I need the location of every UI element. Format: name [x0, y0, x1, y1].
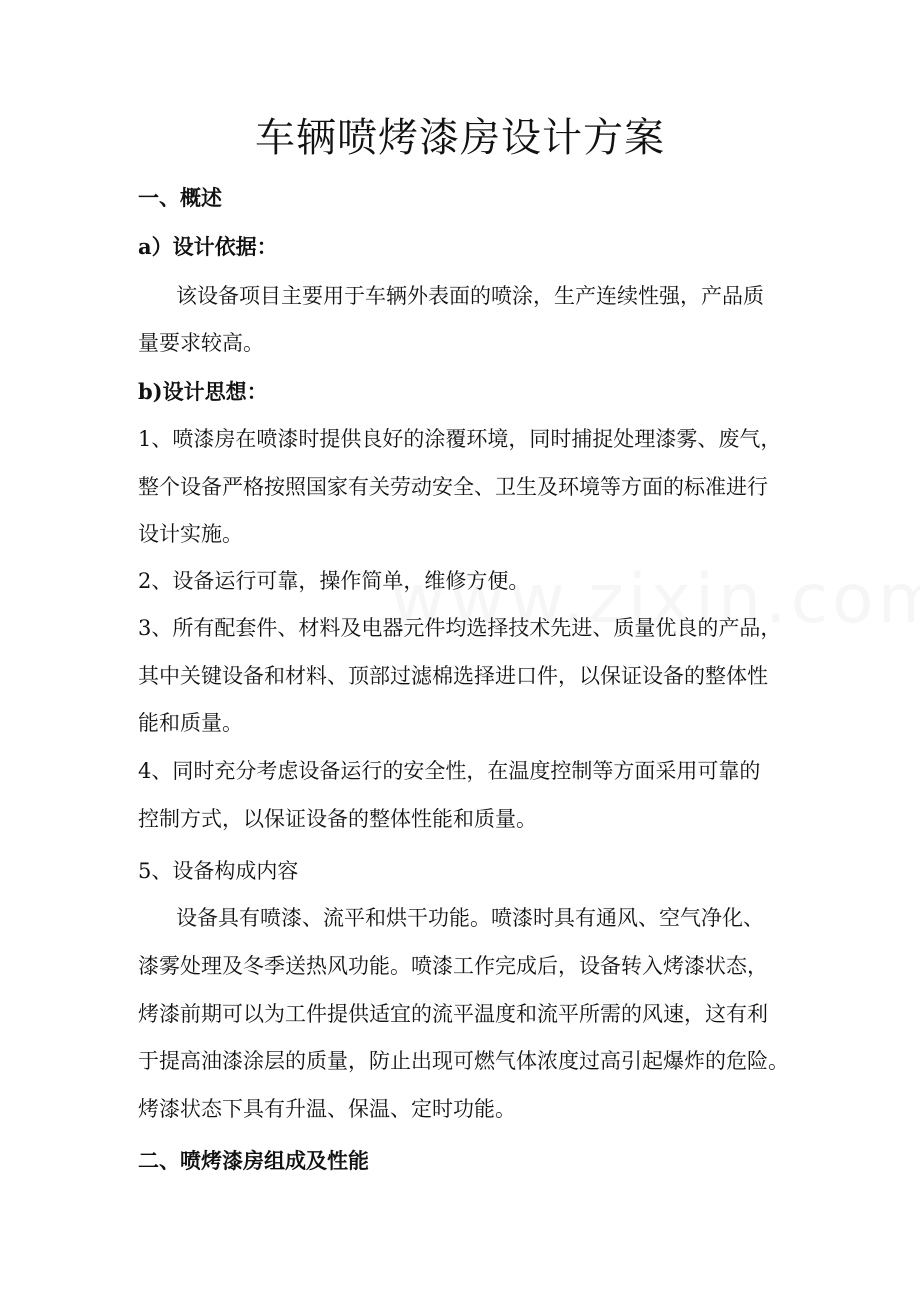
list-item-line: 5、设备构成内容 [138, 859, 299, 883]
list-item-line: 设计实施。 [138, 522, 243, 546]
paragraph-line: 烤漆前期可以为工件提供适宜的流平温度和流平所需的风速，这有利 [138, 1002, 768, 1026]
section-heading-composition: 二、喷烤漆房组成及性能 [138, 1148, 369, 1173]
subheading-design-basis: a）设计依据： [138, 234, 278, 259]
paragraph-line: 设备具有喷漆、流平和烘干功能。喷漆时具有通风、空气净化、 [176, 906, 764, 930]
paragraph-line: 烤漆状态下具有升温、保温、定时功能。 [138, 1097, 516, 1121]
list-item-line: 3、所有配套件、材料及电器元件均选择技术先进、质量优良的产品， [138, 616, 782, 640]
subheading-design-idea: b)设计思想： [138, 379, 268, 404]
list-item-line: 控制方式，以保证设备的整体性能和质量。 [138, 807, 537, 831]
paragraph-line: 量要求较高。 [138, 331, 264, 355]
list-item-line: 其中关键设备和材料、顶部过滤棉选择进口件，以保证设备的整体性 [138, 664, 768, 688]
list-item-line: 4、同时充分考虑设备运行的安全性，在温度控制等方面采用可靠的 [138, 759, 761, 783]
list-item-line: 整个设备严格按照国家有关劳动安全、卫生及环境等方面的标准进行 [138, 475, 768, 499]
paragraph-line: 该设备项目主要用于车辆外表面的喷涂，生产连续性强，产品质 [176, 284, 764, 308]
list-item-line: 2、设备运行可靠，操作简单，维修方便。 [138, 569, 530, 593]
list-item-line: 1、喷漆房在喷漆时提供良好的涂覆环境，同时捕捉处理漆雾、废气， [138, 427, 782, 451]
list-item-line: 能和质量。 [138, 711, 243, 735]
document-title: 车辆喷烤漆房设计方案 [255, 115, 665, 161]
paragraph-line: 于提高油漆涂层的质量，防止出现可燃气体浓度过高引起爆炸的危险。 [138, 1049, 789, 1073]
paragraph-line: 漆雾处理及冬季送热风功能。喷漆工作完成后，设备转入烤漆状态， [138, 954, 768, 978]
section-heading-overview: 一、概述 [138, 185, 222, 210]
